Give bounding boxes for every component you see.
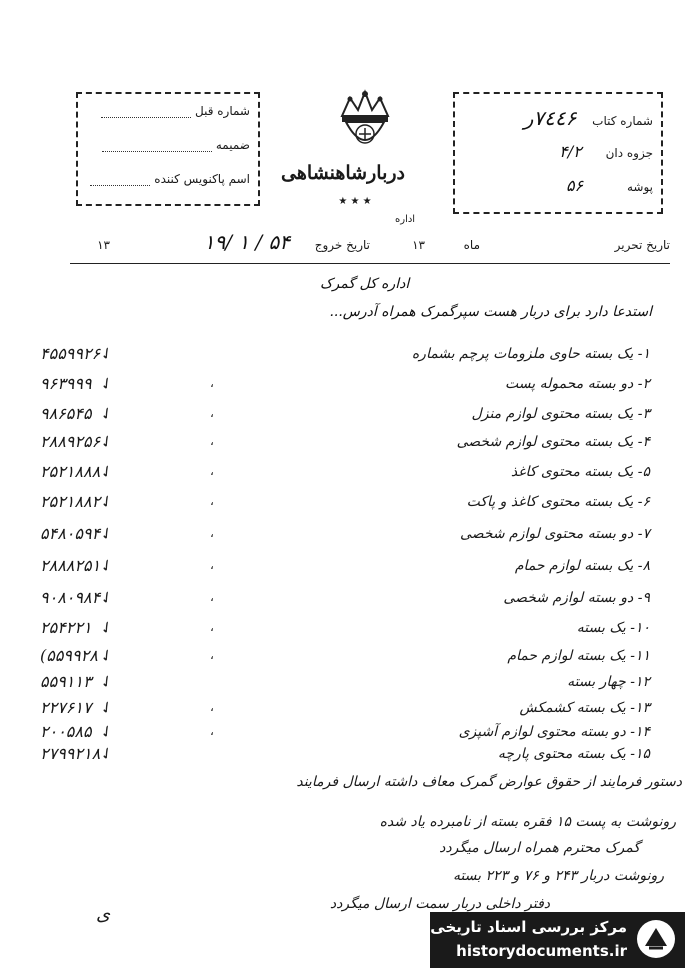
header-divider xyxy=(70,263,670,264)
list-item xyxy=(40,489,650,524)
previous-number-label: شماره قبل xyxy=(195,104,250,118)
check-mark-icon: ✓ xyxy=(96,719,118,744)
department-label: اداره xyxy=(395,214,416,225)
write-date-label: تاریخ تحریر xyxy=(614,238,670,252)
watermark-banner xyxy=(430,912,685,968)
item-mark: ، xyxy=(210,558,214,572)
check-mark-icon: ✓ xyxy=(96,615,118,640)
book-number-label: شماره کتاب xyxy=(592,114,653,128)
item-number: ۵۴۸۰۵۹۴ xyxy=(40,524,101,543)
folder-label: پوشه xyxy=(626,180,653,194)
year-label-2: ۱۳ xyxy=(97,238,110,252)
section-field xyxy=(559,142,653,161)
previous-number-field xyxy=(101,104,250,118)
item-mark: ، xyxy=(210,620,214,634)
watermark-url: historydocuments.ir xyxy=(456,942,627,960)
item-number: ۵۵۹۱۱۳ xyxy=(40,672,92,691)
check-mark-icon: ✓ xyxy=(96,459,118,484)
item-number: ۲۵۲۱۸۸۸ xyxy=(40,462,101,481)
check-mark-icon: ✓ xyxy=(96,371,118,396)
letter-intro: استدعا دارد برای دربار هست سپرگمرک همراه آدرس... xyxy=(329,304,652,320)
item-description: ۱۴- دو بسته محتوی لوازم آشپزی xyxy=(458,724,650,740)
list-item xyxy=(40,741,650,776)
item-mark: ، xyxy=(210,590,214,604)
folder-value: ۵۶ xyxy=(565,176,584,195)
note-office: دفتر داخلی دربار سمت ارسال میگردد xyxy=(329,896,550,912)
attachment-field xyxy=(102,138,250,152)
item-mark: ، xyxy=(210,700,214,714)
item-number: ۲۸۸۸۲۵۱ xyxy=(40,556,101,575)
note-copy-court: رونوشت دربار ۲۴۳ و ۷۶ و ۲۲۳ بسته xyxy=(452,868,664,884)
item-number: ۲۰۰۵۸۵ xyxy=(40,722,92,741)
item-number: ۹۰۸۰۹۸۴ xyxy=(40,588,101,607)
item-description: ۱- یک بسته حاوی ملزومات پرچم بشماره xyxy=(411,346,650,362)
check-mark-icon: ✓ xyxy=(96,521,118,546)
item-number: ۲۵۴۲۲۱ xyxy=(40,618,92,637)
item-description: ۱۰- یک بسته xyxy=(576,620,650,636)
note-customs: گمرک محترم همراه ارسال میگردد xyxy=(439,840,640,856)
item-description: ۵- یک بسته محتوی کاغذ xyxy=(510,464,650,480)
check-mark-icon: ✓ xyxy=(96,553,118,578)
list-item xyxy=(40,585,650,620)
list-item xyxy=(40,371,650,406)
item-mark: ، xyxy=(210,494,214,508)
item-number: ۲۷۹۹۲۱۸ xyxy=(40,744,101,763)
list-item xyxy=(40,459,650,494)
year-label-1: ۱۳ xyxy=(412,238,425,252)
item-description: ۱۳- یک بسته کشمکش xyxy=(519,700,650,716)
check-mark-icon: ✓ xyxy=(96,643,118,668)
note-request: دستور فرمایند از حقوق عوارض گمرک معاف داشته ارسال فرمایند xyxy=(296,774,682,790)
list-item xyxy=(40,341,650,376)
exit-date-value: ۱۹/ ۱ / ۵۴ xyxy=(203,230,290,254)
archive-logo-icon xyxy=(635,918,677,960)
item-description: ۶- یک بسته محتوی کاغذ و پاکت xyxy=(466,494,650,510)
note-copy-post: رونوشت به پست ۱۵ فقره بسته از نامبرده یاد شده xyxy=(379,814,676,830)
item-mark: ، xyxy=(210,406,214,420)
item-number: (۵۵۹۹۲۸ xyxy=(40,646,98,665)
letter-heading: اداره کل گمرک xyxy=(320,276,410,292)
check-mark-icon: ✓ xyxy=(96,669,118,694)
check-mark-icon: ✓ xyxy=(96,429,118,454)
list-item xyxy=(40,521,650,556)
item-description: ۳- یک بسته محتوی لوازم منزل xyxy=(471,406,650,422)
item-number: ۲۵۲۱۸۸۲ xyxy=(40,492,101,511)
check-mark-icon: ✓ xyxy=(96,585,118,610)
month-label: ماه xyxy=(463,238,480,252)
item-description: ۱۲- چهار بسته xyxy=(567,674,650,690)
item-mark: ، xyxy=(210,526,214,540)
reference-box-left xyxy=(76,92,260,206)
item-description: ۷- دو بسته محتوی لوازم شخصی xyxy=(460,526,650,542)
item-description: ۹- دو بسته لوازم شخصی xyxy=(503,590,650,606)
court-title: دربارشاهنشاهی xyxy=(281,162,405,184)
item-mark: ، xyxy=(210,376,214,390)
signature: ی xyxy=(96,904,111,925)
list-item xyxy=(40,429,650,464)
date-row xyxy=(70,230,670,260)
item-description: ۴- یک بسته محتوی لوازم شخصی xyxy=(456,434,650,450)
item-number: ۹۶۳۹۹۹ xyxy=(40,374,92,393)
item-description: ۱۱- یک بسته لوازم حمام xyxy=(507,648,650,664)
exit-date-label: تاریخ خروج xyxy=(314,238,370,252)
item-description: ۲- دو بسته محموله پست xyxy=(505,376,650,392)
envelope-writer-field xyxy=(90,172,250,186)
book-number-value: ٧٤٤۶ر xyxy=(523,106,577,130)
check-mark-icon: ✓ xyxy=(96,741,118,766)
book-number-field xyxy=(524,106,653,130)
check-mark-icon: ✓ xyxy=(96,489,118,514)
watermark-name: مرکز بررسی اسناد تاریخی xyxy=(430,918,627,936)
item-number: ۹۸۶۵۴۵ xyxy=(40,404,92,423)
check-mark-icon: ✓ xyxy=(96,695,118,720)
item-description: ۱۵- یک بسته محتوی پارچه xyxy=(497,746,650,762)
section-label: جزوه دان xyxy=(605,146,653,160)
check-mark-icon: ✓ xyxy=(96,401,118,426)
item-number: ۴۵۵۹۹۲۶ xyxy=(40,344,101,363)
item-mark: ، xyxy=(210,464,214,478)
star-separator: ★ ★ ★ xyxy=(338,196,372,207)
folder-field xyxy=(566,176,653,195)
item-mark: ، xyxy=(210,648,214,662)
section-value: ۴/۲ xyxy=(559,142,582,161)
crown-crest-icon xyxy=(330,88,400,158)
envelope-writer-label: اسم پاکنویس کننده xyxy=(154,172,250,186)
item-number: ۲۸۸۹۲۵۶ xyxy=(40,432,101,451)
item-number: ۲۲۷۶۱۷ xyxy=(40,698,92,717)
reference-box-right xyxy=(453,92,663,214)
item-mark: ، xyxy=(210,434,214,448)
item-mark: ، xyxy=(210,724,214,738)
list-item xyxy=(40,553,650,588)
attachment-label: ضمیمه xyxy=(215,138,250,152)
check-mark-icon: ✓ xyxy=(96,341,118,366)
item-description: ۸- یک بسته لوازم حمام xyxy=(514,558,650,574)
